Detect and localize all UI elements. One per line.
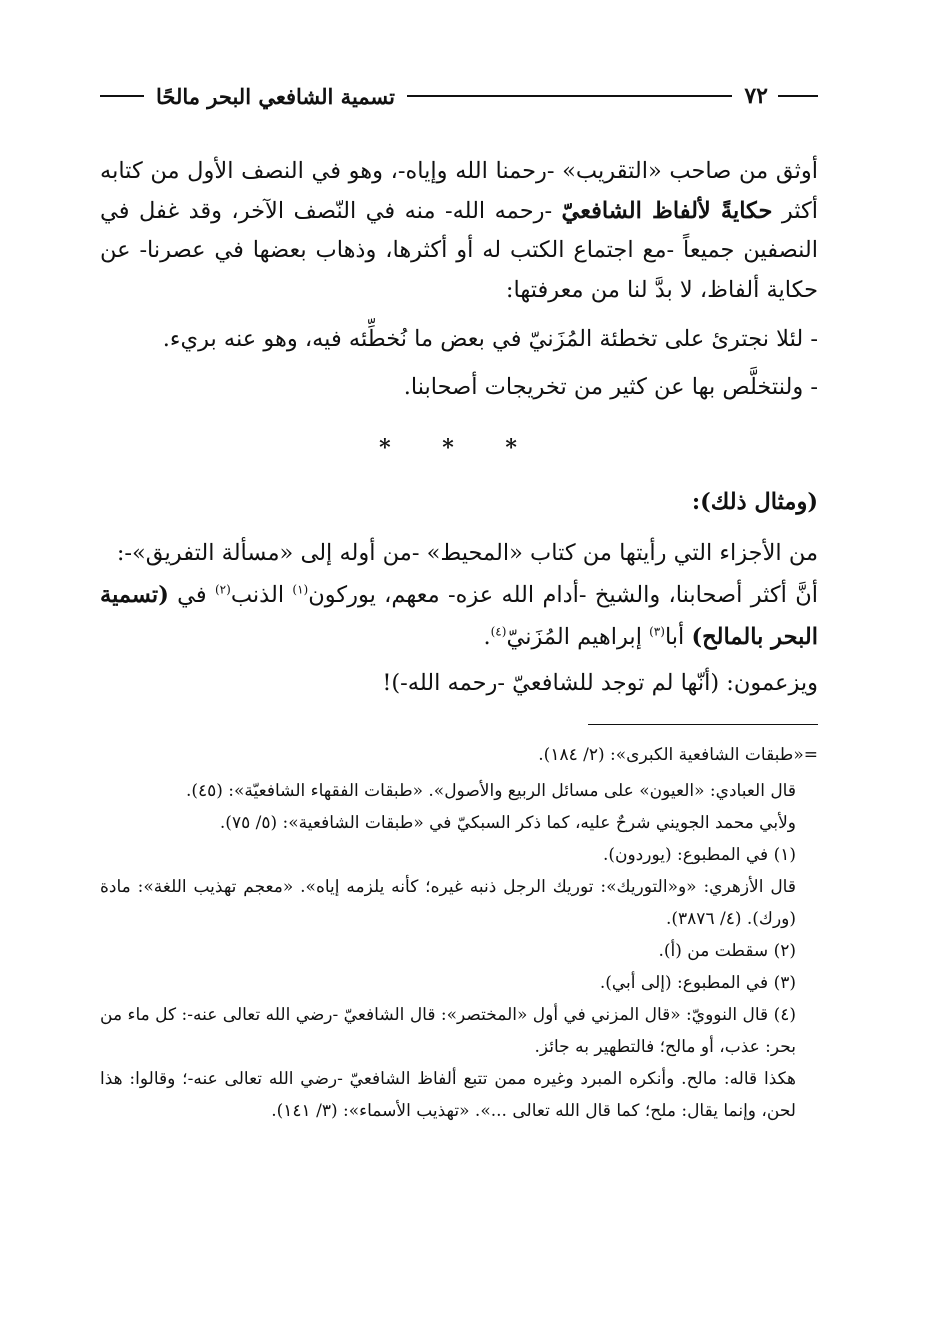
footnote-continued-2: قال العبادي: «العيون» على مسائل الربيع والأصول». «طبقات الفقهاء الشافعيّة»: (٤٥).	[185, 781, 796, 801]
bullet-1: - لئلا نجترئ على تخطئة المُزَنيّ في بعض ما نُخطِّئه فيه، وهو عنه بريء.	[162, 326, 818, 352]
running-header	[100, 78, 818, 114]
book-page	[100, 78, 818, 1288]
footnotes	[100, 739, 818, 1127]
header-rule-right	[778, 95, 818, 97]
header-rule-middle	[407, 95, 732, 97]
footnote-continued: =«طبقات الشافعية الكبرى»: (٢/ ١٨٤).	[538, 745, 818, 765]
header-rule-left	[100, 95, 144, 97]
subheading: (ومثال ذلك):	[691, 489, 818, 515]
paragraph-1	[100, 152, 818, 310]
p2-text-f: .	[483, 624, 491, 650]
footnote-ref-1[interactable]: (١)	[292, 582, 309, 597]
p2-text-d: أبا	[664, 624, 692, 650]
main-text	[100, 152, 818, 704]
p1-text-b: -رحمه الله- منه في النّصف الآخر، وقد غفل في النصفين جميعاً -مع اجتماع الكتب له أو أكثرها، وذهاب بعضها في عصرنا- عن حكاية ألفاظ، لا بدَّ لنا من معرفتها:	[100, 197, 818, 303]
paragraph-3: ويزعمون: (أنّها لم توجد للشافعيّ -رحمه الله-)!	[382, 670, 818, 696]
footnote-ref-2[interactable]: (٢)	[214, 582, 231, 597]
paragraph-2-line-1: من الأجزاء التي رأيتها من كتاب «المحيط» -من أوله إلى «مسألة التفريق»-:	[116, 540, 818, 566]
footnote-4-note: هكذا قاله: مالح. وأنكره المبرد وغيره ممن تتبع ألفاظ الشافعيّ -رضي الله تعالى عنه-؛ وقالوا: هذا لحن، وإنما يقال: ملح؛ كما قال الله تعالى ...». «تهذيب الأسماء»: (٣/ ١٤١).	[100, 1069, 796, 1121]
p2-text-c: في	[168, 582, 215, 608]
paragraph-2	[100, 574, 818, 658]
p1-bold: حكايةً لألفاظ الشافعيّ	[561, 197, 773, 224]
p1-text-a: أوثق من صاحب «التقريب» -رحمنا الله وإياه-، وهو في النصف الأول من كتابه أكثر	[100, 158, 819, 224]
footnote-4: (٤) قال النوويّ: «قال المزني في أول «المختصر»: قال الشافعيّ -رضي الله تعالى عنه-: كل ماء من بحر: عذب، أو مالح؛ فالتطهير به جائز.	[100, 1005, 796, 1057]
footnote-3: (٣) في المطبوع: (إلى أبي).	[599, 973, 796, 993]
footnote-rule	[588, 724, 818, 725]
p2-bold: (تسمية البحر بالمالح)	[100, 582, 818, 650]
footnote-continued-3: ولأبي محمد الجويني شرحٌ عليه، كما ذكر السبكيّ في «طبقات الشافعية»: (٥/ ٧٥).	[219, 813, 796, 833]
footnote-ref-4[interactable]: (٤)	[490, 624, 507, 639]
bullet-2: - ولنتخلَّص بها عن كثير من تخريجات أصحابنا.	[403, 374, 818, 400]
footnote-1: (١) في المطبوع: (يوردون).	[602, 845, 796, 865]
page-number: ٧٢	[744, 83, 768, 109]
p2-text-a: أنَّ أكثر أصحابنا، والشيخ -أدام الله عزه- معهم، يوركون	[308, 582, 818, 608]
running-title: تسمية الشافعي البحر مالحًا	[156, 83, 395, 109]
section-separator: * * *	[379, 435, 539, 461]
footnote-2: (٢) سقطت من (أ).	[658, 941, 796, 961]
p2-text-e: إبراهيم المُزَنيّ	[506, 624, 650, 650]
footnote-1-note: قال الأزهري: «و«التوريك»: توريك الرجل ذنبه غيره؛ كأنه يلزمه إياه». «معجم تهذيب اللغة»: مادة (ورك). (٤/ ٣٨٧٦).	[100, 877, 796, 929]
footnote-ref-3[interactable]: (٣)	[649, 624, 665, 639]
p2-text-b: الذنب	[230, 582, 293, 608]
